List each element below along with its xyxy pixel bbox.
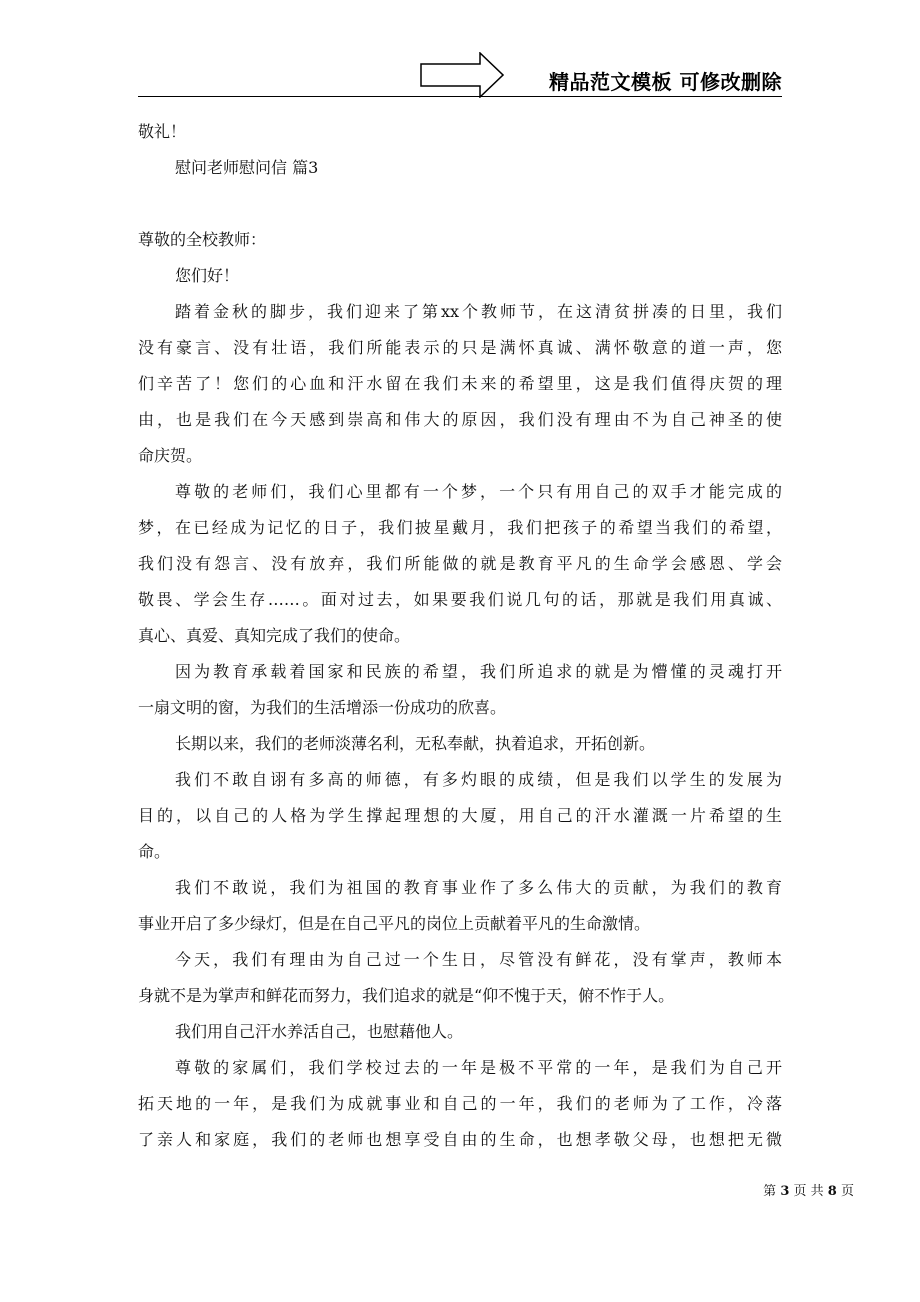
paragraph-line: 目的，以自己的人格为学生撑起理想的大厦，用自己的汗水灌溉一片希望的生 — [138, 806, 782, 825]
paragraph-line: 事业开启了多少绿灯，但是在自己平凡的岗位上贡献着平凡的生命激情。 — [138, 914, 651, 933]
header-divider — [138, 96, 782, 97]
greeting: 您们好！ — [175, 266, 240, 285]
paragraph-line: 敬畏、学会生存……。面对过去，如果要我们说几句的话，那就是我们用真诚、 — [138, 590, 782, 609]
page-number-suffix: 页 — [840, 1184, 854, 1199]
paragraph-line: 我们用自己汗水养活自己，也慰藉他人。 — [175, 1022, 464, 1041]
paragraph-line: 们辛苦了！您们的心血和汗水留在我们未来的希望里，这是我们值得庆贺的理 — [138, 374, 782, 393]
closing-salute: 敬礼！ — [138, 122, 187, 141]
header-title: 精品范文模板 可修改删除 — [549, 70, 782, 94]
arrow-right-icon — [420, 52, 504, 98]
paragraph-line: 一扇文明的窗，为我们的生活增添一份成功的欣喜。 — [138, 698, 507, 717]
paragraph-line: 今天，我们有理由为自己过一个生日，尽管没有鲜花，没有掌声，教师本 — [175, 950, 782, 969]
paragraph-line: 长期以来，我们的老师淡薄名利，无私奉献，执着追求，开拓创新。 — [175, 734, 656, 753]
paragraph-line: 命。 — [138, 842, 171, 861]
paragraph-line: 了亲人和家庭，我们的老师也想享受自由的生命，也想孝敬父母，也想把无微 — [138, 1130, 782, 1149]
section-title: 慰问老师慰问信 篇3 — [175, 158, 319, 177]
paragraph-line: 踏着金秋的脚步，我们迎来了第xx个教师节，在这清贫拼凑的日里，我们 — [175, 302, 782, 321]
page-number-middle: 页 共 — [793, 1184, 824, 1199]
current-page: 3 — [780, 1184, 790, 1199]
paragraph-line: 我们不敢说，我们为祖国的教育事业作了多么伟大的贡献，为我们的教育 — [175, 878, 782, 897]
body-text — [138, 114, 782, 1158]
paragraph-line: 我们不敢自诩有多高的师德，有多灼眼的成绩，但是我们以学生的发展为 — [175, 770, 782, 789]
blank-line — [138, 186, 782, 222]
page-number — [763, 1180, 854, 1199]
paragraph-line: 没有豪言、没有壮语，我们所能表示的只是满怀真诚、满怀敬意的道一声，您 — [138, 338, 782, 357]
paragraph-line: 由，也是我们在今天感到崇高和伟大的原因，我们没有理由不为自己神圣的使 — [138, 410, 782, 429]
salutation: 尊敬的全校教师： — [138, 230, 267, 249]
paragraph-line: 命庆贺。 — [138, 446, 203, 465]
paragraph-line: 尊敬的老师们，我们心里都有一个梦，一个只有用自己的双手才能完成的 — [175, 482, 782, 501]
paragraph-line: 尊敬的家属们，我们学校过去的一年是极不平常的一年，是我们为自己开 — [175, 1058, 782, 1077]
paragraph-line: 身就不是为掌声和鲜花而努力，我们追求的就是“仰不愧于天，俯不怍于人。 — [138, 986, 675, 1005]
paragraph-line: 拓天地的一年，是我们为成就事业和自己的一年，我们的老师为了工作，冷落 — [138, 1094, 782, 1113]
paragraph-line: 梦，在已经成为记忆的日子，我们披星戴月，我们把孩子的希望当我们的希望， — [138, 518, 782, 537]
paragraph-line: 因为教育承载着国家和民族的希望，我们所追求的就是为懵懂的灵魂打开 — [175, 662, 782, 681]
paragraph-line: 我们没有怨言、没有放弃，我们所能做的就是教育平凡的生命学会感恩、学会 — [138, 554, 782, 573]
total-pages: 8 — [827, 1184, 837, 1199]
paragraph-line: 真心、真爱、真知完成了我们的使命。 — [138, 626, 411, 645]
page-number-prefix: 第 — [763, 1184, 777, 1199]
